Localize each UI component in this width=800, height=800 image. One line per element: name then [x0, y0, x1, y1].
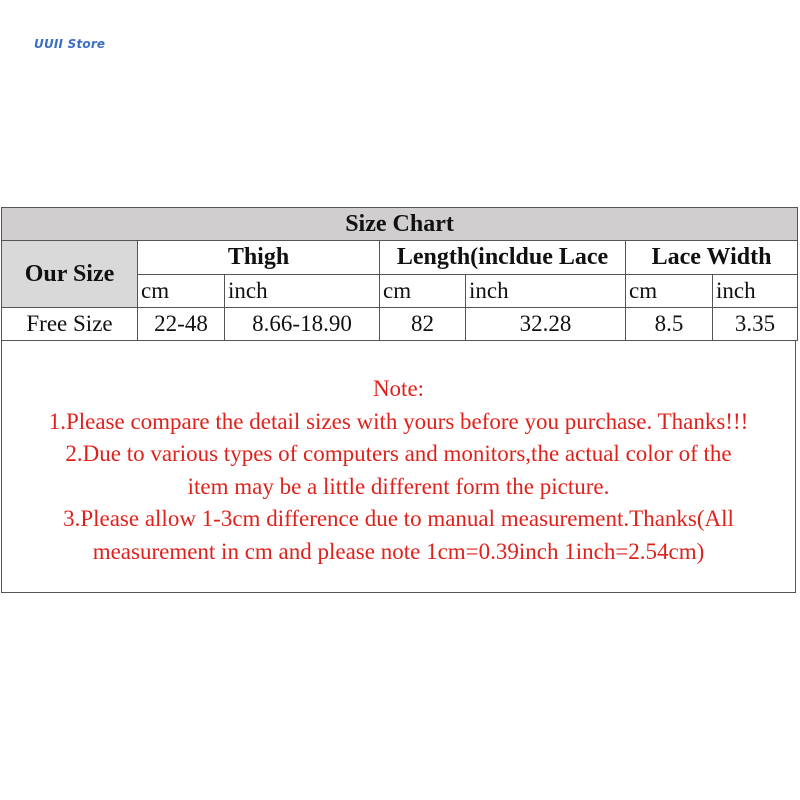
length-cm-value: 82 — [380, 308, 466, 341]
thigh-header: Thigh — [138, 241, 380, 275]
lace-width-cm-value: 8.5 — [626, 308, 713, 341]
title-row — [2, 208, 798, 241]
length-cm-unit: cm — [380, 275, 466, 308]
lace-width-inch-value: 3.35 — [713, 308, 798, 341]
lace-width-inch-unit: inch — [713, 275, 798, 308]
lace-width-header: Lace Width — [626, 241, 798, 275]
thigh-cm-value: 22-48 — [138, 308, 225, 341]
size-label-cell: Free Size — [2, 308, 138, 341]
group-header-row — [2, 241, 798, 275]
size-chart-title: Size Chart — [2, 208, 798, 241]
note-line-1: 1.Please compare the detail sizes with yours before you purchase. Thanks!!! — [48, 408, 749, 434]
our-size-header: Our Size — [2, 241, 138, 308]
note-line-5: measurement in cm and please note 1cm=0.39inch 1inch=2.54cm) — [92, 538, 705, 564]
note-line-4: 3.Please allow 1-3cm difference due to manual measurement.Thanks(All — [63, 506, 734, 531]
note-box — [1, 340, 796, 593]
store-watermark: UUII Store — [34, 37, 106, 51]
length-inch-unit: inch — [466, 275, 626, 308]
lace-width-cm-unit: cm — [626, 275, 713, 308]
thigh-cm-unit: cm — [138, 275, 225, 308]
note-line-2: 2.Due to various types of computers and monitors,the actual color of the — [65, 441, 732, 466]
size-chart-table — [1, 207, 798, 341]
thigh-inch-value: 8.66-18.90 — [225, 308, 380, 341]
thigh-inch-unit: inch — [225, 275, 380, 308]
length-inch-value: 32.28 — [466, 308, 626, 341]
table-row — [2, 308, 798, 341]
note-heading: Note: — [372, 376, 425, 401]
note-line-3: item may be a little different form the picture. — [187, 473, 610, 499]
length-header: Length(incldue Lace — [380, 241, 626, 275]
